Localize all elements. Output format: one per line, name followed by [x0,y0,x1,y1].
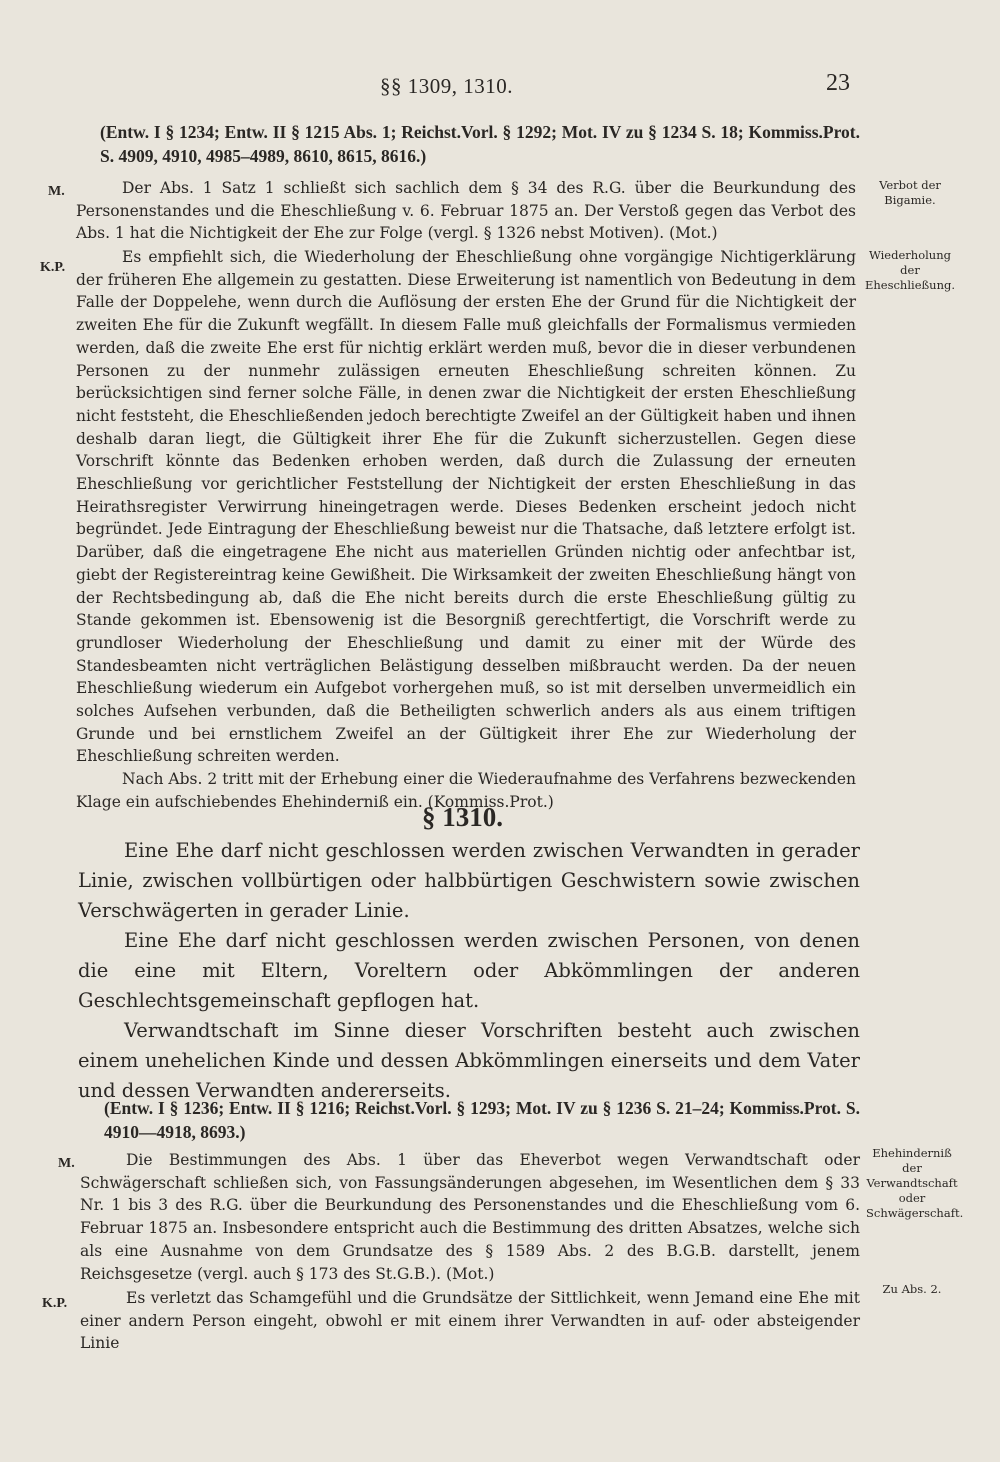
commission-paragraph [76,246,856,814]
motive-paragraph [80,1149,860,1285]
page-header [0,70,1000,106]
law-paragraph-3: Verwandtschaft im Sinne dieser Vorschriften besteht auch zwischen einem unehelichen Kinde und dessen Abkömmlingen einerseits und dem Vater und dessen Verwandten andererseits. [78,1019,860,1102]
margin-note-para-2: Zu Abs. 2. [882,1282,942,1296]
reference-text: (Entw. I § 1234; Entw. II § 1215 Abs. 1; Reichst.Vorl. § 1292; Mot. IV zu § 1234 S. 18; Kommiss.Prot. S. 4909, 4910, 4985–4989, 8610, 8615, 8616.) [100,122,860,166]
law-paragraph-2: Eine Ehe darf nicht geschlossen werden zwischen Personen, von denen die eine mit Eltern, Voreltern oder Abkömmlingen der anderen Geschlechtsgemeinschaft gepflogen hat. [78,929,860,1012]
m-marker: M. [58,1156,75,1171]
reference-1310 [104,1096,860,1144]
section-heading-1310: § 1310. [422,802,503,832]
running-title: §§ 1309, 1310. [380,74,513,98]
commission-text: Es verletzt das Schamgefühl und die Grundsätze der Sittlichkeit, wenn Jemand eine Ehe mit einer andern Person eingeht, obwohl er mit einem ihrer Verwandten in auf- oder absteigender Linie [80,1289,860,1353]
motive-paragraph [76,177,856,245]
m-marker: M. [48,184,65,199]
law-paragraph-1: Eine Ehe darf nicht geschlossen werden zwischen Verwandten in gerader Linie, zwischen vollbürtigen oder halbbürtigen Geschwistern sowie zwischen Verschwägerten in gerader Linie. [78,839,860,922]
margin-note-kinship: Ehehinderniß der Verwandtschaft oder Schwägerschaft. [866,1146,964,1220]
reference-1309 [100,120,860,168]
motive-text: Der Abs. 1 Satz 1 schließt sich sachlich dem § 34 des R.G. über die Beurkundung des Personenstandes und die Eheschließung v. 6. Februar 1875 an. Der Verstoß gegen das Verbot des Abs. 1 hat die Nichtigkeit der Ehe zur Folge (vergl. § 1326 nebst Motiven). (Mot.) [76,179,856,243]
kp-marker: K.P. [42,1296,68,1311]
motive-text: Die Bestimmungen des Abs. 1 über das Eheverbot wegen Verwandtschaft oder Schwägerschaft schließen sich, von Fassungsänderungen abgesehen, im Wesentlichen dem § 33 Nr. 1 bis 3 des R.G. über die Beurkundung des Personenstandes und die Eheschließung vom 6. Februar 1875 an. Insbesondere entspricht auch die Bestimmung des dritten Absatzes, welche sich als eine Ausnahme von dem Grundsatze des § 1589 Abs. 2 des B.G.B. darstellt, jenem Reichsgesetze (vergl. auch § 173 des St.G.B.). (Mot.) [80,1151,860,1283]
kp-marker: K.P. [40,260,66,275]
law-text-1310 [78,836,860,1106]
commission-text-2: Nach Abs. 2 tritt mit der Erhebung einer die Wiederaufnahme des Verfahrens bezweckenden Klage ein aufschiebendes Ehehinderniß ein. (Kommiss.Prot.) [76,770,856,811]
commission-text: Es empfiehlt sich, die Wiederholung der Eheschließung ohne vorgängige Nichtigerklärung der früheren Ehe allgemein zu gestatten. Diese Erweiterung ist namentlich von Bedeutung in dem Falle der Doppelehe, wenn durch die Auflösung der ersten Ehe der Grund für die Nichtigkeit der zweiten Ehe für die Zukunft wegfällt. In diesem Falle muß gleichfalls der Formalismus vermieden werden, daß die zweite Ehe erst für nichtig erklärt werden muß, bevor die in dieser verbundenen Personen zu der nunmehr zulässigen erneuten Eheschließung schreiten können. Zu berücksichtigen sind ferner solche Fälle, in denen zwar die Nichtigkeit der ersten Eheschließung nicht feststeht, die Eheschließenden jedoch berechtigte Zweifel an der Gültigkeit haben und ihnen deshalb daran liegt, die Gültigkeit ihrer Ehe für die Zukunft sicherzustellen. Gegen diese Vorschrift könnte das Bedenken erhoben werden, daß durch die Zulassung der erneuten Eheschließung vor gerichtlicher Feststellung der Nichtigkeit der ersten Eheschließung in das Heirathsregister Verwirrung hineingetragen werde. Dieses Bedenken erscheint jedoch nicht begründet. Jede Eintragung der Eheschließung beweist nur die Thatsache, daß letztere erfolgt ist. Darüber, daß die eingetragene Ehe nicht aus materiellen Gründen nichtig oder anfechtbar ist, giebt der Registereintrag keine Gewißheit. Die Wirksamkeit der zweiten Eheschließung hängt von der Rechtsbedingung ab, daß die Ehe nicht bereits durch die erste Eheschließung gültig zu Stande gekommen ist. Ebensowenig ist die Besorgniß gerechtfertigt, die Vorschrift werde zu grundloser Wiederholung der Eheschließung und damit zu einer mit der Würde des Standesbeamten nicht verträglichen Belästigung desselben mißbraucht werden. Da der neuen Eheschließung wiederum ein Aufgebot vorhergehen muß, so ist mit derselben unvermeidlich ein solches Aufsehen verbunden, daß die Betheiligten schwerlich anders als aus einem triftigen Grunde und bei ernstlichem Zweifel an der Gültigkeit ihrer Ehe zur Wiederholung der Eheschließung schreiten werden. [76,248,856,766]
margin-note-bigamy: Verbot der Bigamie. [879,178,941,207]
reference-text: (Entw. I § 1236; Entw. II § 1216; Reichst.Vorl. § 1293; Mot. IV zu § 1236 S. 21–24; Kommiss.Prot. S. 4910—4918, 8693.) [104,1098,860,1142]
commission-paragraph [80,1287,860,1355]
margin-note-repetition: Wiederholung der Eheschließung. [864,248,956,292]
page-number: 23 [826,70,850,96]
